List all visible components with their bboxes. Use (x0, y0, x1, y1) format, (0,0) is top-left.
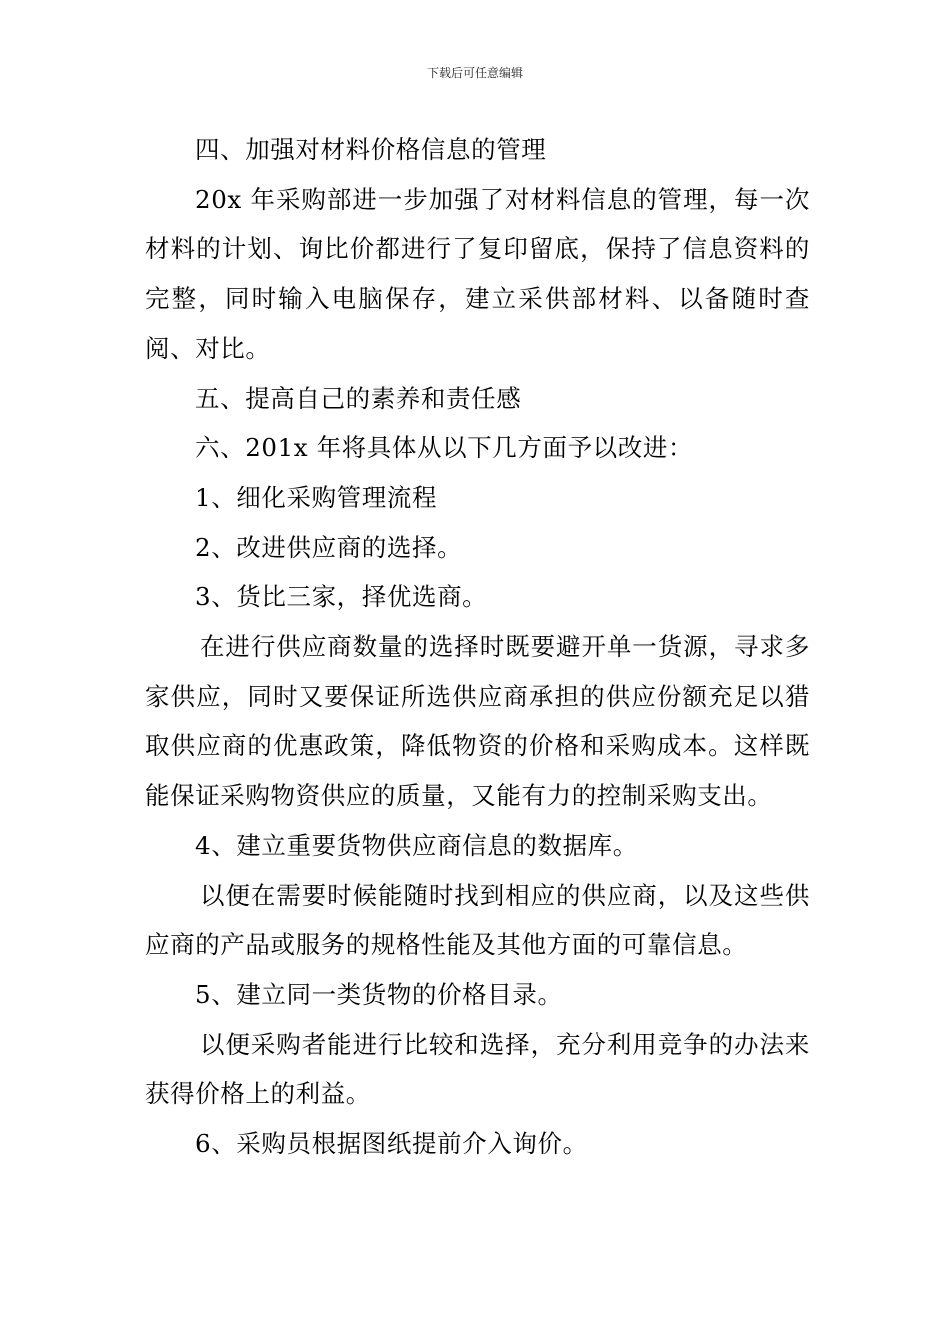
section-heading-5: 五、提高自己的素养和责任感 (195, 383, 522, 413)
list-item-5-paragraph: 以便采购者能进行比较和选择，充分利用竞争的办法来获得价格上的利益。 (145, 1029, 810, 1109)
list-item-4: 4、建立重要货物供应商信息的数据库。 (195, 830, 638, 860)
section-heading-6: 六、201x 年将具体从以下几方面予以改进： (195, 433, 694, 463)
list-item-3: 3、货比三家，择优选商。 (195, 582, 488, 612)
list-item-4-paragraph: 以便在需要时候能随时找到相应的供应商，以及这些供应商的产品或服务的规格性能及其他方面的可靠信息。 (145, 880, 810, 960)
document-body (145, 125, 810, 1169)
list-item-1: 1、细化采购管理流程 (195, 482, 438, 512)
section-4-paragraph: 20x 年采购部进一步加强了对材料信息的管理，每一次材料的计划、询比价都进行了复印留底，保持了信息资料的完整，同时输入电脑保存，建立采供部材料、以备随时查阅、对比。 (145, 184, 810, 363)
section-heading-4: 四、加强对材料价格信息的管理 (195, 135, 547, 164)
list-item-2: 2、改进供应商的选择。 (195, 532, 463, 562)
list-item-5: 5、建立同一类货物的价格目录。 (195, 979, 563, 1009)
list-item-3-paragraph: 在进行供应商数量的选择时既要避开单一货源，寻求多家供应，同时又要保证所选供应商承担的供应份额充足以猎取供应商的优惠政策，降低物资的价格和采购成本。这样既能保证采购物资供应的质量，又能有力的控制采购支出。 (145, 632, 810, 811)
page-header-note: 下载后可任意编辑 (426, 66, 523, 80)
list-item-6: 6、采购员根据图纸提前介入询价。 (195, 1129, 588, 1159)
